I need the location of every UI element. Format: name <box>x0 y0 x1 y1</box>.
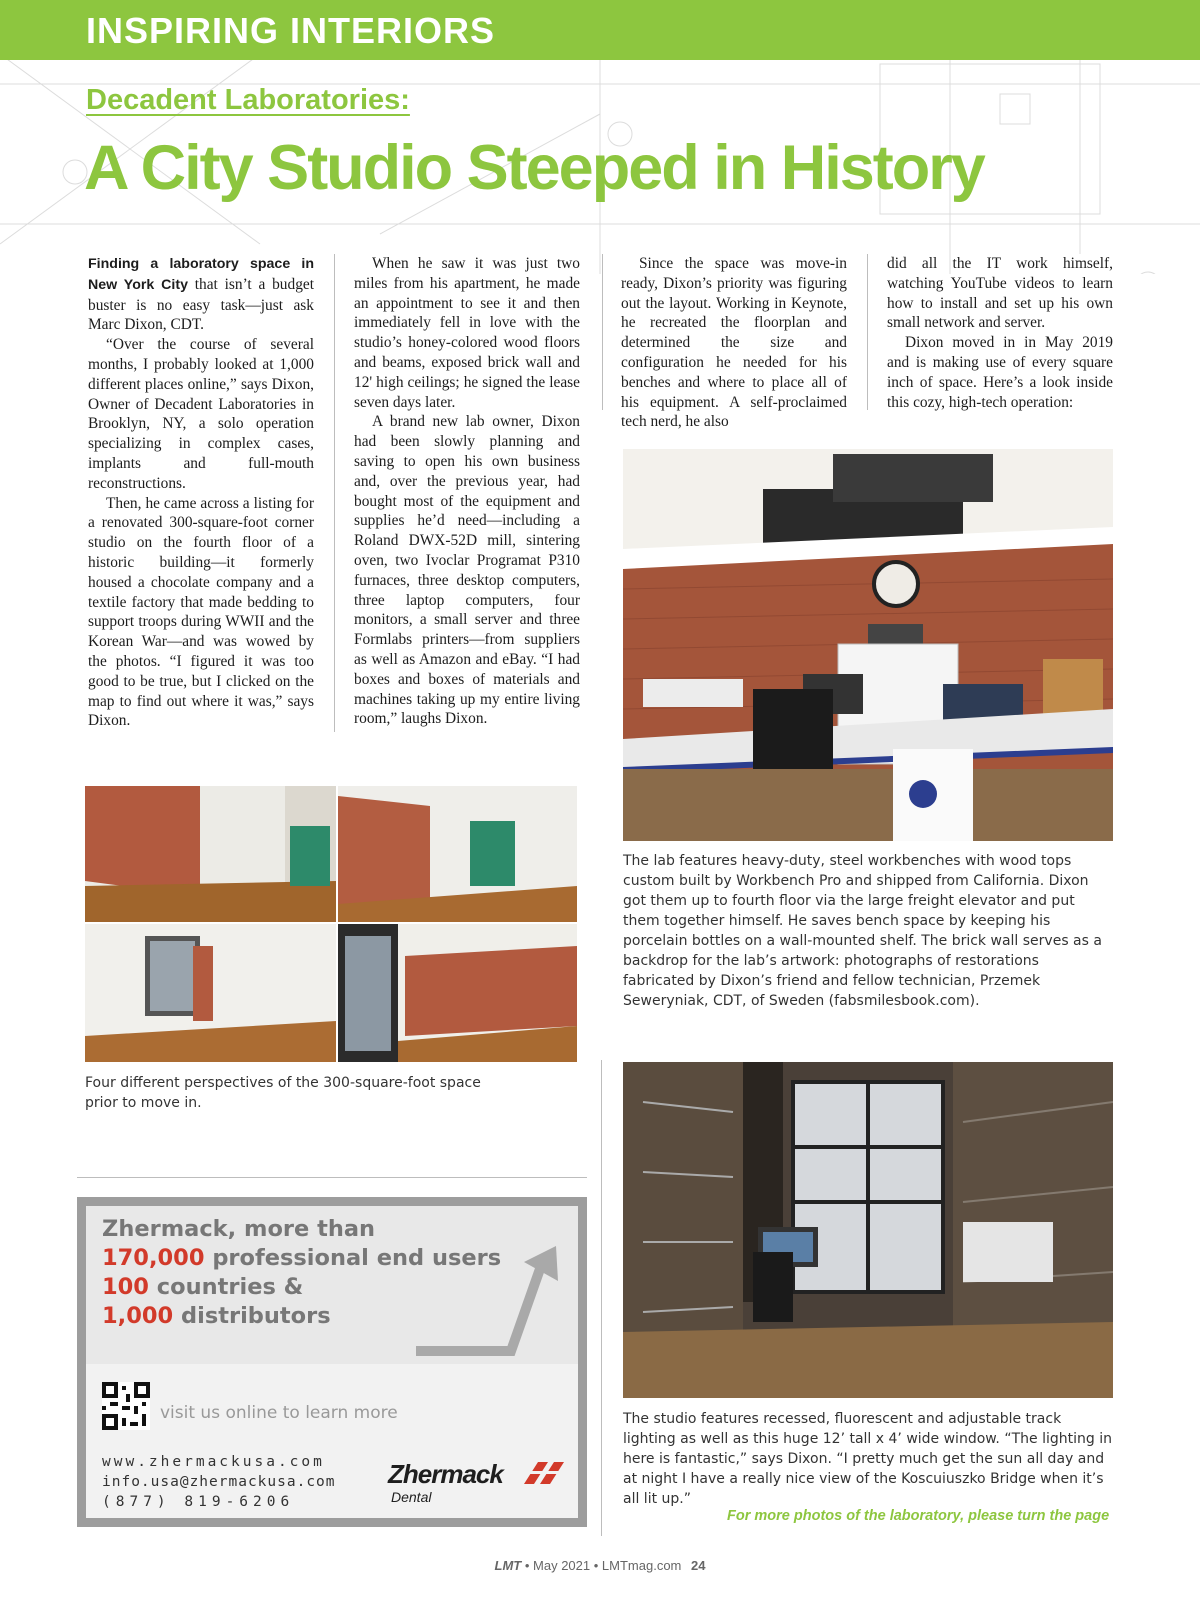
ad-line-4 <box>102 1303 331 1329</box>
ad-line-3-text: countries & <box>148 1274 304 1300</box>
zhermack-logo-mark-icon <box>518 1460 566 1486</box>
zhermack-logo-subtitle: Dental <box>391 1489 432 1505</box>
footer-date: May 2021 <box>533 1558 591 1573</box>
zhermack-advertisement[interactable] <box>77 1197 587 1527</box>
paragraph: A brand new lab owner, Dixon had been slowly planning and saving to open his own business and, over the previous year, had bought most of the equipment and supplies he’d need—including a Roland DWX-52D mill, sintering oven, two Ivoclar Programat P310 furnaces, three desktop computers, three laptop computers, four monitors, a small server and three Formlabs printers—from suppliers as well as Amazon and eBay. “I had boxes and boxes of materials and machines taking up my entire living room,” laughs Dixon. <box>354 413 580 728</box>
paragraph: Dixon moved in in May 2019 and is making use of every square inch of space. Here’s a look inside this cozy, high-tech operation: <box>887 334 1113 411</box>
text-column-2 <box>354 254 580 729</box>
studio-photo-caption: The studio features recessed, fluorescent and adjustable track lighting as well as this huge 12’ tall x 4’ wide window. “The lighting in here is fantastic,” says Dixon. “I pretty much get the sun all day and at night I have a really nice view of the Koscuiuszko Bridge when it’s all lit up.” <box>623 1411 1112 1507</box>
text-column-1 <box>88 254 314 731</box>
ad-website-link[interactable]: www.zhermackusa.com <box>102 1454 325 1470</box>
paragraph-text: that isn’t a budget buster is no easy task—just ask Marc Dixon, CDT. <box>88 275 314 334</box>
ad-line-1: Zhermack, more than <box>102 1216 376 1242</box>
footer-page-number: 24 <box>691 1558 706 1573</box>
text-column-3 <box>621 254 847 432</box>
paragraph <box>88 254 314 335</box>
lab-photo-caption: The lab features heavy-duty, steel workbenches with wood tops custom built by Workbench Pro and shipped from California. Dixon got them up to fourth floor via the large freight elevator and put them together himself. He saves bench space by keeping his porcelain bottles on a wall-mounted shelf. The brick wall serves as a backdrop for the lab’s artwork: photographs of restorations fabricated by Dixon’s friend and fellow technician, Przemek Seweryniak, CDT, of Sweden (fabsmilesbook.com). <box>623 853 1102 1009</box>
paragraph: “Over the course of several months, I probably looked at 1,000 different places online,” says Dixon, Owner of Decadent Laboratories in Brooklyn, NY, a solo operation specializing in complex cases, implants and full-mouth reconstructions. <box>88 336 314 492</box>
ad-panel <box>86 1206 578 1518</box>
qr-code-icon[interactable] <box>102 1382 150 1430</box>
footer-site[interactable]: LMTmag.com <box>601 1558 682 1573</box>
column-divider <box>601 1060 602 1536</box>
footer-separator: • <box>524 1558 534 1573</box>
ad-stat-countries: 100 <box>102 1274 149 1300</box>
column-divider <box>334 254 335 732</box>
ad-stat-distributors: 1,000 <box>102 1303 174 1329</box>
ad-email-link[interactable]: info.usa@zhermackusa.com <box>102 1474 336 1490</box>
lead-in: Finding a laboratory space in New York City <box>88 256 314 293</box>
section-header-bar <box>0 0 1200 60</box>
paragraph: When he saw it was just two miles from his apartment, he made an appointment to see it and then immediately fell in love with the studio’s honey-colored wood floors and beams, exposed brick wall and 12' high ceilings; he signed the lease seven days later. <box>354 255 580 411</box>
column-divider <box>602 254 603 410</box>
lab-workbench-photo <box>623 449 1113 841</box>
before-photos-caption: Four different perspectives of the 300-square-foot space prior to move in. <box>85 1075 481 1111</box>
paragraph: did all the IT work himself, watching YouTube videos to learn how to install and set up his own small network and server. <box>887 255 1113 332</box>
ad-line-2-text: professional end users <box>204 1245 502 1271</box>
ad-line-2 <box>102 1245 501 1271</box>
ad-stat-users: 170,000 <box>102 1245 205 1271</box>
article-kicker: Decadent Laboratories: <box>86 84 410 116</box>
zhermack-logo: Zhermack <box>388 1459 503 1489</box>
ad-line-4-text: distributors <box>173 1303 331 1329</box>
page-footer <box>0 1558 1200 1573</box>
section-title: INSPIRING INTERIORS <box>86 10 496 51</box>
ad-line-3 <box>102 1274 303 1300</box>
studio-window-photo <box>623 1062 1113 1398</box>
article-headline: A City Studio Steeped in History <box>84 133 984 203</box>
before-photo-grid <box>85 786 577 1062</box>
footer-separator: • <box>593 1558 602 1573</box>
paragraph: Then, he came across a listing for a renovated 300-square-foot corner studio on the fourth floor of a historic building—it formerly housed a chocolate company and a textile factory that made bedding to support troops during WWII and the Korean War—and was wowed by the photos. “I figured it was too good to be true, but I clicked on the map to find out where it was,” says Dixon. <box>88 494 314 730</box>
horizontal-divider <box>77 1177 587 1178</box>
more-photos-note: For more photos of the laboratory, please turn the page <box>727 1508 1110 1524</box>
ad-visit-text[interactable]: visit us online to learn more <box>160 1403 398 1423</box>
column-divider <box>867 254 868 410</box>
footer-magazine: LMT <box>494 1558 522 1573</box>
paragraph: Since the space was move-in ready, Dixon’s priority was figuring out the layout. Working in Keynote, he recreated the floorplan and determined the size and configuration he needed for his benches and where to place all of his equipment. A self-proclaimed tech nerd, he also <box>621 255 847 431</box>
ad-phone[interactable]: (877) 819-6206 <box>102 1494 295 1510</box>
text-column-4 <box>887 254 1113 412</box>
